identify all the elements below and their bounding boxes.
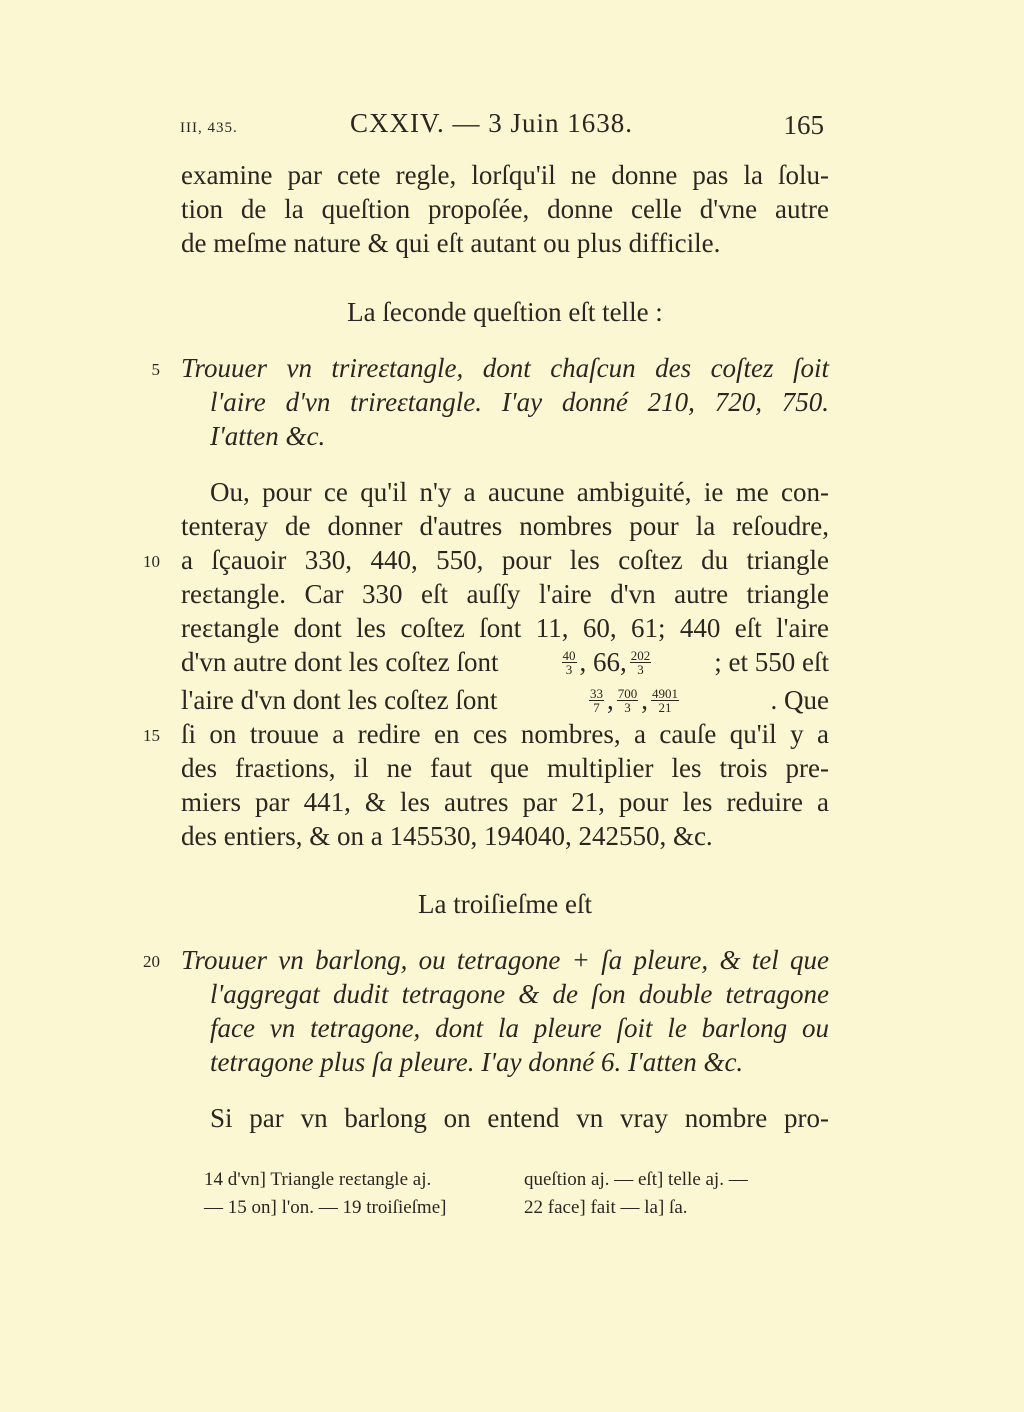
text-line: tenteray de donner d'autres nombres pour la reſoudre, <box>181 511 829 541</box>
text-line: de meſme nature & qui eſt autant ou plus difficile. <box>181 228 721 258</box>
text-line: face vn tetragone, dont la pleure ſoit le barlong ou <box>210 1013 829 1043</box>
text-segment: l'aire d'vn dont les coſtez ſont <box>181 685 498 715</box>
text-line: l'aggregat dudit tetragone & de ſon double tetragone <box>210 979 829 1009</box>
fraction <box>617 687 639 714</box>
section-heading: La ſeconde queſtion eſt telle : <box>347 297 663 327</box>
text-line: examine par cete regle, lorſqu'il ne donne pas la ſolu- <box>181 160 829 190</box>
text-line: ſi on trouue a redire en ces nombres, a cauſe qu'il y a <box>181 719 829 749</box>
footnote-line: queſtion aj. — eſt] telle aj. — <box>524 1169 748 1190</box>
text-line: Ou, pour ce qu'il n'y a aucune ambiguité, ie me con- <box>210 477 829 507</box>
fraction <box>630 649 652 676</box>
fraction-denominator: 3 <box>565 661 573 677</box>
fraction-denominator: 3 <box>637 661 644 677</box>
fraction-group <box>559 645 655 679</box>
footnotes-right-column <box>524 1166 748 1222</box>
text-line: Si par vn barlong on entend vn vray nombre pro- <box>210 1103 829 1133</box>
line-number: 10 <box>143 552 160 571</box>
line-number: 15 <box>143 726 160 745</box>
text-line-with-fractions <box>181 683 829 717</box>
volume-reference: III, 435. <box>180 120 238 136</box>
fraction-denominator: 7 <box>593 699 600 715</box>
fraction-denominator: 21 <box>658 699 672 715</box>
text-line: des entiers, & on a 145530, 194040, 242550, &c. <box>181 821 713 851</box>
footnote-line: 14 d'vn] Triangle reɛtangle aj. <box>204 1169 432 1190</box>
text-line: reɛtangle. Car 330 eſt auſſy l'aire d'vn autre triangle <box>181 579 829 609</box>
fraction <box>562 649 577 676</box>
page-header <box>180 108 828 148</box>
letter-title: CXXIV. — 3 Juin 1638. <box>350 108 634 138</box>
fraction-numerator: 40 <box>562 647 576 663</box>
text-segment: . Que <box>770 685 829 715</box>
text-segment: ; et 550 eſt <box>714 647 829 677</box>
line-number: 20 <box>143 952 160 971</box>
footnote-line: — 15 on] l'on. — 19 troiſieſme] <box>204 1197 447 1218</box>
fraction-numerator: 4901 <box>651 685 678 701</box>
fraction <box>651 687 679 714</box>
footnote-line: 22 face] fait — la] ſa. <box>524 1197 688 1218</box>
text-line: tetragone plus ſa pleure. I'ay donné 6. I'atten &c. <box>210 1047 744 1077</box>
text-line: Trouuer vn trireɛtangle, dont chaſcun des coſtez ſoit <box>181 353 829 383</box>
text-segment: d'vn autre dont les coſtez ſont <box>181 647 499 677</box>
text-line: miers par 441, & les autres par 21, pour les reduire a <box>181 787 829 817</box>
fraction-numerator: 202 <box>630 647 651 663</box>
line-number: 5 <box>151 360 160 379</box>
page-number: 165 <box>783 110 824 140</box>
fraction-group: $\frac{33}{7}$ , $\frac{700}{3}$ , $\frac{4901}{21}$ <box>589 685 678 715</box>
text-line-with-fractions <box>181 645 829 679</box>
text-line: des fraɛtions, il ne faut que multiplier les trois pre- <box>181 753 829 783</box>
fraction <box>589 687 604 714</box>
text-line: l'aire d'vn trireɛtangle. I'ay donné 210, 720, 750. <box>210 387 829 417</box>
text-line: a ſçauoir 330, 440, 550, pour les coſtez du triangle <box>181 545 829 575</box>
text-line: tion de la queſtion propoſée, donne celle d'vne autre <box>181 194 829 224</box>
fraction-denominator: 3 <box>624 699 631 715</box>
section-heading: La troiſieſme eſt <box>418 889 592 919</box>
footnotes-left-column <box>204 1166 446 1222</box>
text-line: I'atten &c. <box>210 421 326 451</box>
text-line: Trouuer vn barlong, ou tetragone + ſa pleure, & tel que <box>181 945 829 975</box>
text-line: reɛtangle dont les coſtez ſont 11, 60, 61; 440 eſt l'aire <box>181 613 829 643</box>
fraction-numerator: 700 <box>617 685 638 701</box>
fraction-numerator: 33 <box>589 685 603 701</box>
text-segment: , 66, <box>579 647 627 677</box>
